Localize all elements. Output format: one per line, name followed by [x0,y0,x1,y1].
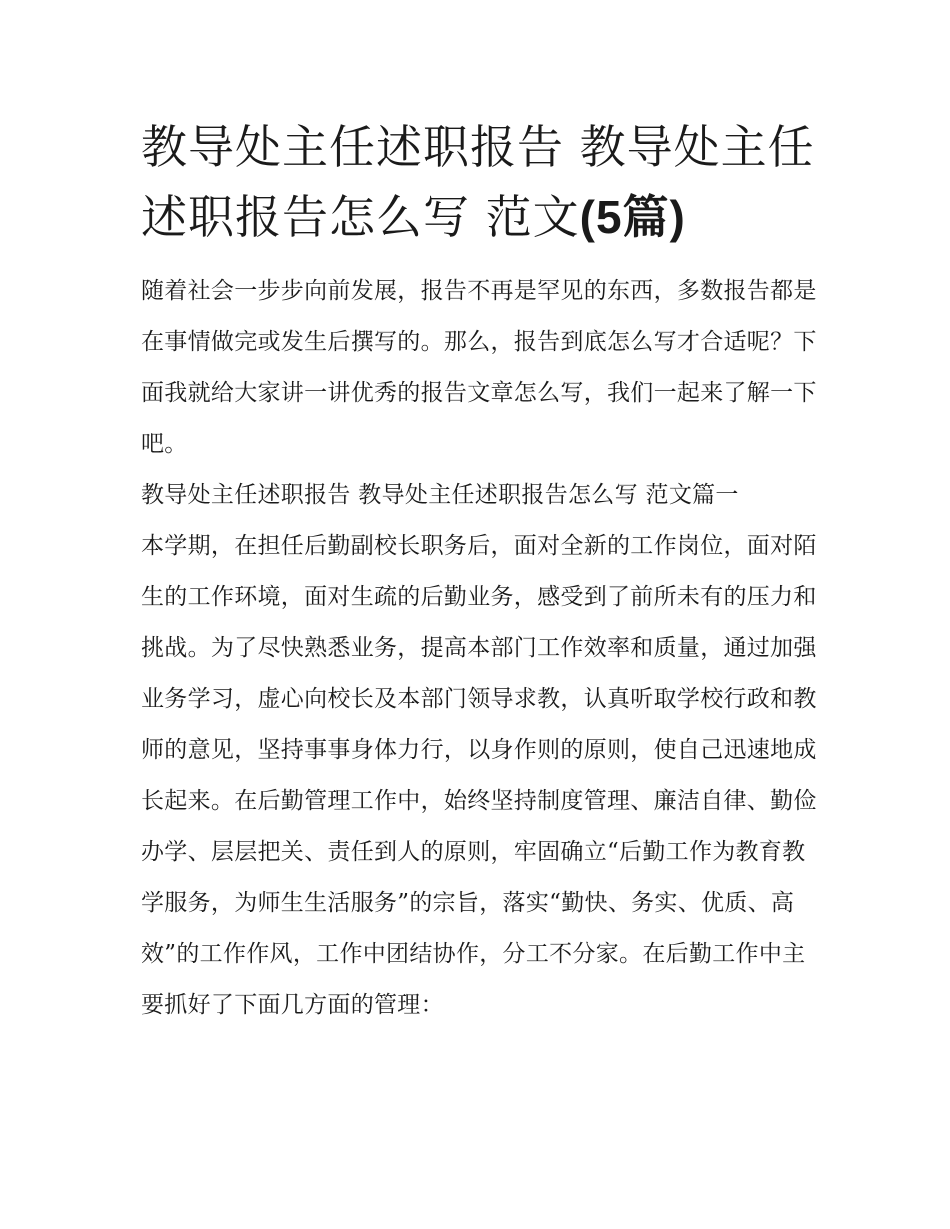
section-heading: 教导处主任述职报告 教导处主任述职报告怎么写 范文篇一 [141,482,739,508]
body-paragraph: 本学期，在担任后勤副校长职务后，面对全新的工作岗位，面对陌生的工作环境，面对生疏的后勤业务，感受到了前所未有的压力和挑战。为了尽快熟悉业务，提高本部门工作效率和质量，通过加强业务学习，虚心向校长及本部门领导求教，认真听取学校行政和教师的意见，坚持事事身体力行，以身作则的原则，使自己迅速地成长起来。在后勤管理工作中，始终坚持制度管理、廉洁自律、勤俭办学、层层把关、责任到人的原则，牢固确立“后勤工作为教育教学服务，为师生生活服务”的宗旨，落实“勤快、务实、优质、高效”的工作作风，工作中团结协作，分工不分家。在后勤工作中主要抓好了下面几方面的管理： [141,533,817,1018]
document-title-count: (5篇) [579,191,686,243]
document-title [141,112,821,252]
document-content [141,112,821,1031]
document-title-main: 教导处主任述职报告 教导处主任述职报告怎么写 范文 [141,120,815,244]
intro-paragraph: 随着社会一步步向前发展，报告不再是罕见的东西，多数报告都是在事情做完或发生后撰写的。那么，报告到底怎么写才合适呢？下面我就给大家讲一讲优秀的报告文章怎么写，我们一起来了解一下吧。 [141,278,817,457]
